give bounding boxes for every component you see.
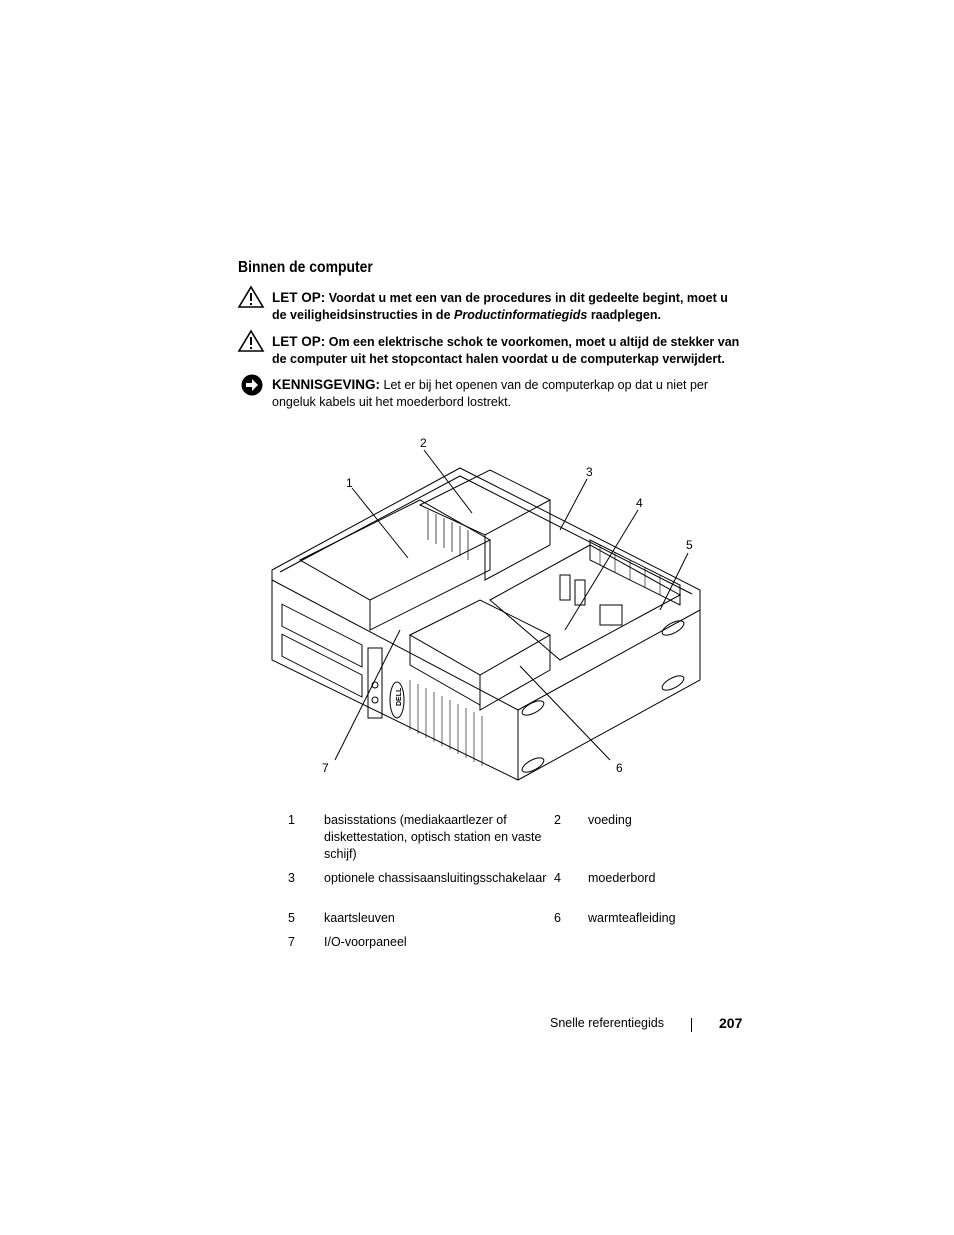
footer-guide-title: Snelle referentiegids — [550, 1016, 664, 1030]
notice-note — [272, 376, 742, 411]
caution-text: Voordat u met een van de procedures in dit gedeelte begint, moet u de veiligheidsinstructies in de — [272, 291, 728, 322]
callout-1: 1 — [346, 476, 353, 490]
caution-label: LET OP: — [272, 290, 326, 305]
table-row: 3 optionele chassisaansluitingsschakelaar 4 moederbord — [288, 871, 656, 885]
warning-icon — [237, 285, 265, 309]
legend-table — [288, 812, 738, 951]
footer-separator — [691, 1018, 692, 1032]
table-row: 5 kaartsleuven 6 warmteafleiding — [288, 911, 676, 925]
callout-3: 3 — [586, 465, 593, 479]
section-title: Binnen de computer — [238, 259, 373, 276]
notice-text: Let er bij het openen van de computerkap op dat u niet per ongeluk kabels uit het moederbord lostrekt. — [272, 378, 709, 409]
caution-text: Om een elektrische schok te voorkomen, moet u altijd de stekker van de computer uit het stopcontact halen voordat u de computerkap verwijdert. — [272, 335, 740, 366]
guide-reference: Productinformatiegids — [454, 308, 588, 322]
caution-label: LET OP: — [272, 334, 326, 349]
callout-2: 2 — [420, 436, 427, 450]
table-row: 7 I/O-voorpaneel — [288, 935, 407, 949]
callout-7: 7 — [322, 761, 329, 775]
caution-note-1: LET OP: Voordat u met een van de procedures in dit gedeelte begint, moet u de veiligheidsinstructies in de Productinformatiegids raadplegen. — [272, 290, 728, 322]
notice-icon — [240, 373, 264, 397]
table-row: 1 basisstations (mediakaartlezer of diskettestation, optisch station en vaste schijf) 2 voeding — [288, 813, 632, 861]
callout-5: 5 — [686, 538, 693, 552]
caution-note-2 — [272, 333, 742, 368]
page-number: 207 — [719, 1015, 743, 1031]
callout-4: 4 — [636, 496, 643, 510]
warning-icon — [237, 329, 265, 353]
notice-label: KENNISGEVING: — [272, 377, 381, 392]
callout-6: 6 — [616, 761, 623, 775]
dell-logo-text: DELL — [396, 687, 403, 706]
computer-interior-figure — [260, 430, 720, 790]
